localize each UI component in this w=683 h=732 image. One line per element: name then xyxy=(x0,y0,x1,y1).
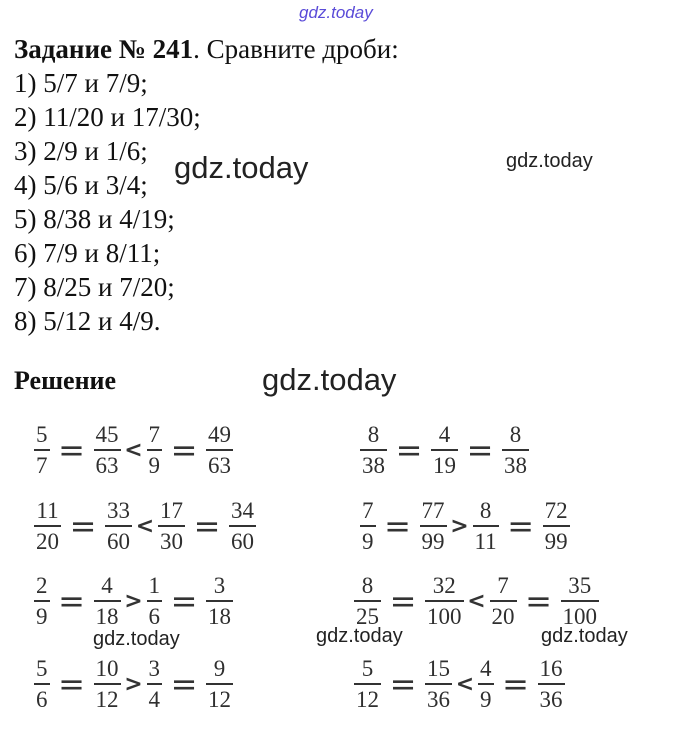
comparison-sign: < xyxy=(467,588,486,614)
numerator: 5 xyxy=(36,421,48,447)
denominator: 100 xyxy=(562,603,597,629)
denominator: 63 xyxy=(208,452,231,478)
comparison-sign: < xyxy=(135,513,155,539)
fraction-bar xyxy=(425,600,464,602)
denominator: 4 xyxy=(148,686,160,712)
denominator: 99 xyxy=(544,528,568,554)
fraction-bar xyxy=(354,683,381,685)
numerator: 8 xyxy=(509,421,522,447)
numerator: 32 xyxy=(432,572,456,598)
task-item: 3) 2/9 и 1/6; xyxy=(14,136,148,166)
fraction-bar xyxy=(425,683,452,685)
equals-sign: = xyxy=(170,431,198,469)
fraction xyxy=(145,573,165,630)
numerator: 4 xyxy=(480,655,492,681)
equals-sign: = xyxy=(525,582,552,620)
fraction xyxy=(358,422,389,479)
denominator: 12 xyxy=(208,686,231,712)
numerator: 8 xyxy=(361,572,374,598)
fraction-bar xyxy=(478,683,494,685)
fraction-bar xyxy=(360,525,376,527)
equals-sign: = xyxy=(389,582,417,620)
numerator: 2 xyxy=(36,572,48,598)
denominator: 12 xyxy=(356,686,379,712)
fraction xyxy=(92,573,123,630)
fraction xyxy=(204,656,235,713)
fraction-bar xyxy=(229,525,256,527)
equals-sign: = xyxy=(389,665,417,703)
task-block xyxy=(14,32,674,338)
fraction xyxy=(32,422,52,479)
numerator: 16 xyxy=(539,655,563,681)
fraction-bar xyxy=(543,525,570,527)
numerator: 4 xyxy=(438,421,451,447)
fraction xyxy=(418,498,449,555)
denominator: 30 xyxy=(160,528,183,554)
task-item: 6) 7/9 и 8/11; xyxy=(14,238,161,268)
fraction xyxy=(204,422,235,479)
denominator: 18 xyxy=(95,603,119,629)
fraction-bar xyxy=(34,449,50,451)
denominator: 6 xyxy=(36,686,48,712)
fraction xyxy=(103,498,134,555)
fraction xyxy=(204,573,235,630)
comparison-sign: > xyxy=(124,588,143,614)
equals-sign: = xyxy=(193,507,221,545)
watermark: gdz.today xyxy=(506,150,593,172)
fraction-bar xyxy=(105,525,132,527)
numerator: 7 xyxy=(497,572,509,598)
denominator: 20 xyxy=(491,603,515,629)
watermark: gdz.today xyxy=(174,150,309,185)
numerator: 9 xyxy=(213,655,226,681)
equals-sign: = xyxy=(384,507,411,545)
fraction xyxy=(423,573,466,630)
fraction-bar xyxy=(490,600,517,602)
fraction xyxy=(145,656,165,713)
numerator: 5 xyxy=(36,655,48,681)
numerator: 11 xyxy=(36,497,59,523)
equals-sign: = xyxy=(58,665,85,703)
fraction xyxy=(358,498,378,555)
fraction-bar xyxy=(147,683,163,685)
equals-sign: = xyxy=(466,431,494,469)
equation xyxy=(358,418,531,482)
fraction xyxy=(471,498,501,555)
fraction xyxy=(352,573,383,630)
numerator: 49 xyxy=(208,421,231,447)
equation xyxy=(352,652,567,716)
equation xyxy=(32,418,235,482)
denominator: 99 xyxy=(421,528,445,554)
numerator: 77 xyxy=(421,497,445,523)
numerator: 3 xyxy=(213,572,226,598)
fraction-bar xyxy=(538,683,565,685)
numerator: 45 xyxy=(95,421,119,447)
fraction-bar xyxy=(502,449,529,451)
denominator: 9 xyxy=(480,686,492,712)
task-instruction: . Сравните дроби: xyxy=(193,34,399,64)
task-item: 2) 11/20 и 17/30; xyxy=(14,102,201,132)
fraction xyxy=(145,422,165,479)
fraction-bar xyxy=(94,683,121,685)
comparison-sign: > xyxy=(450,513,469,539)
denominator: 19 xyxy=(433,452,456,478)
denominator: 18 xyxy=(208,603,231,629)
numerator: 10 xyxy=(95,655,119,681)
denominator: 12 xyxy=(95,686,119,712)
fraction xyxy=(429,422,460,479)
equals-sign: = xyxy=(69,507,97,545)
fraction-bar xyxy=(561,600,600,602)
equation xyxy=(32,494,258,558)
fraction-bar xyxy=(473,525,499,527)
denominator: 9 xyxy=(36,603,48,629)
numerator: 34 xyxy=(231,497,254,523)
equals-sign: = xyxy=(502,665,529,703)
numerator: 5 xyxy=(361,655,374,681)
fraction-bar xyxy=(34,683,50,685)
denominator: 36 xyxy=(427,686,450,712)
fraction-bar xyxy=(354,600,381,602)
numerator: 8 xyxy=(367,421,380,447)
comparison-sign: > xyxy=(124,671,143,697)
numerator: 7 xyxy=(148,421,160,447)
fraction xyxy=(92,656,123,713)
equals-sign: = xyxy=(507,507,535,545)
equals-sign: = xyxy=(58,582,85,620)
denominator: 20 xyxy=(36,528,59,554)
equals-sign: = xyxy=(170,665,198,703)
fraction-bar xyxy=(147,600,163,602)
fraction-bar xyxy=(431,449,458,451)
denominator: 100 xyxy=(427,603,462,629)
numerator: 17 xyxy=(160,497,183,523)
task-item: 8) 5/12 и 4/9. xyxy=(14,306,161,336)
denominator: 60 xyxy=(231,528,254,554)
fraction xyxy=(536,656,567,713)
numerator: 72 xyxy=(544,497,568,523)
solution-title: Решение xyxy=(14,366,117,395)
denominator: 36 xyxy=(539,686,563,712)
fraction xyxy=(541,498,572,555)
fraction-bar xyxy=(420,525,447,527)
comparison-sign: < xyxy=(455,671,475,697)
fraction xyxy=(156,498,187,555)
fraction xyxy=(32,656,52,713)
denominator: 7 xyxy=(36,452,48,478)
numerator: 1 xyxy=(148,572,160,598)
watermark: gdz.today xyxy=(541,625,628,647)
fraction xyxy=(352,656,383,713)
fraction-bar xyxy=(206,683,233,685)
fraction xyxy=(32,573,52,630)
fraction xyxy=(227,498,258,555)
fraction-bar xyxy=(94,449,121,451)
comparison-sign: < xyxy=(124,437,143,463)
fraction-bar xyxy=(206,600,233,602)
numerator: 35 xyxy=(568,572,592,598)
numerator: 33 xyxy=(107,497,130,523)
fraction xyxy=(423,656,454,713)
equals-sign: = xyxy=(395,431,423,469)
denominator: 9 xyxy=(148,452,160,478)
numerator: 15 xyxy=(427,655,450,681)
task-item: 1) 5/7 и 7/9; xyxy=(14,68,148,98)
fraction-bar xyxy=(34,525,61,527)
denominator: 38 xyxy=(504,452,527,478)
denominator: 60 xyxy=(107,528,130,554)
watermark: gdz.today xyxy=(93,628,180,650)
watermark: gdz.today xyxy=(316,625,403,647)
denominator: 11 xyxy=(474,528,497,554)
denominator: 6 xyxy=(148,603,160,629)
fraction xyxy=(476,656,496,713)
fraction-bar xyxy=(34,600,50,602)
fraction xyxy=(500,422,531,479)
watermark-top: gdz.today xyxy=(299,3,373,22)
equals-sign: = xyxy=(58,431,85,469)
fraction xyxy=(488,573,519,630)
denominator: 25 xyxy=(356,603,379,629)
fraction xyxy=(559,573,602,630)
numerator: 3 xyxy=(148,655,160,681)
task-number: Задание № 241 xyxy=(14,34,194,64)
fraction xyxy=(32,498,63,555)
equation xyxy=(32,652,235,716)
fraction-bar xyxy=(206,449,233,451)
equation xyxy=(32,569,235,633)
task-item: 4) 5/6 и 3/4; xyxy=(14,170,148,200)
watermark: gdz.today xyxy=(262,362,397,397)
fraction-bar xyxy=(158,525,185,527)
numerator: 7 xyxy=(362,497,374,523)
numerator: 4 xyxy=(101,572,113,598)
task-title xyxy=(14,32,674,66)
equals-sign: = xyxy=(170,582,198,620)
denominator: 9 xyxy=(362,528,374,554)
equation xyxy=(358,494,572,558)
fraction-bar xyxy=(360,449,387,451)
numerator: 8 xyxy=(479,497,492,523)
task-item: 5) 8/38 и 4/19; xyxy=(14,204,175,234)
fraction-bar xyxy=(147,449,163,451)
task-item: 7) 8/25 и 7/20; xyxy=(14,272,175,302)
denominator: 63 xyxy=(95,452,119,478)
equation xyxy=(352,569,601,633)
denominator: 38 xyxy=(362,452,385,478)
fraction-bar xyxy=(94,600,121,602)
fraction xyxy=(92,422,123,479)
